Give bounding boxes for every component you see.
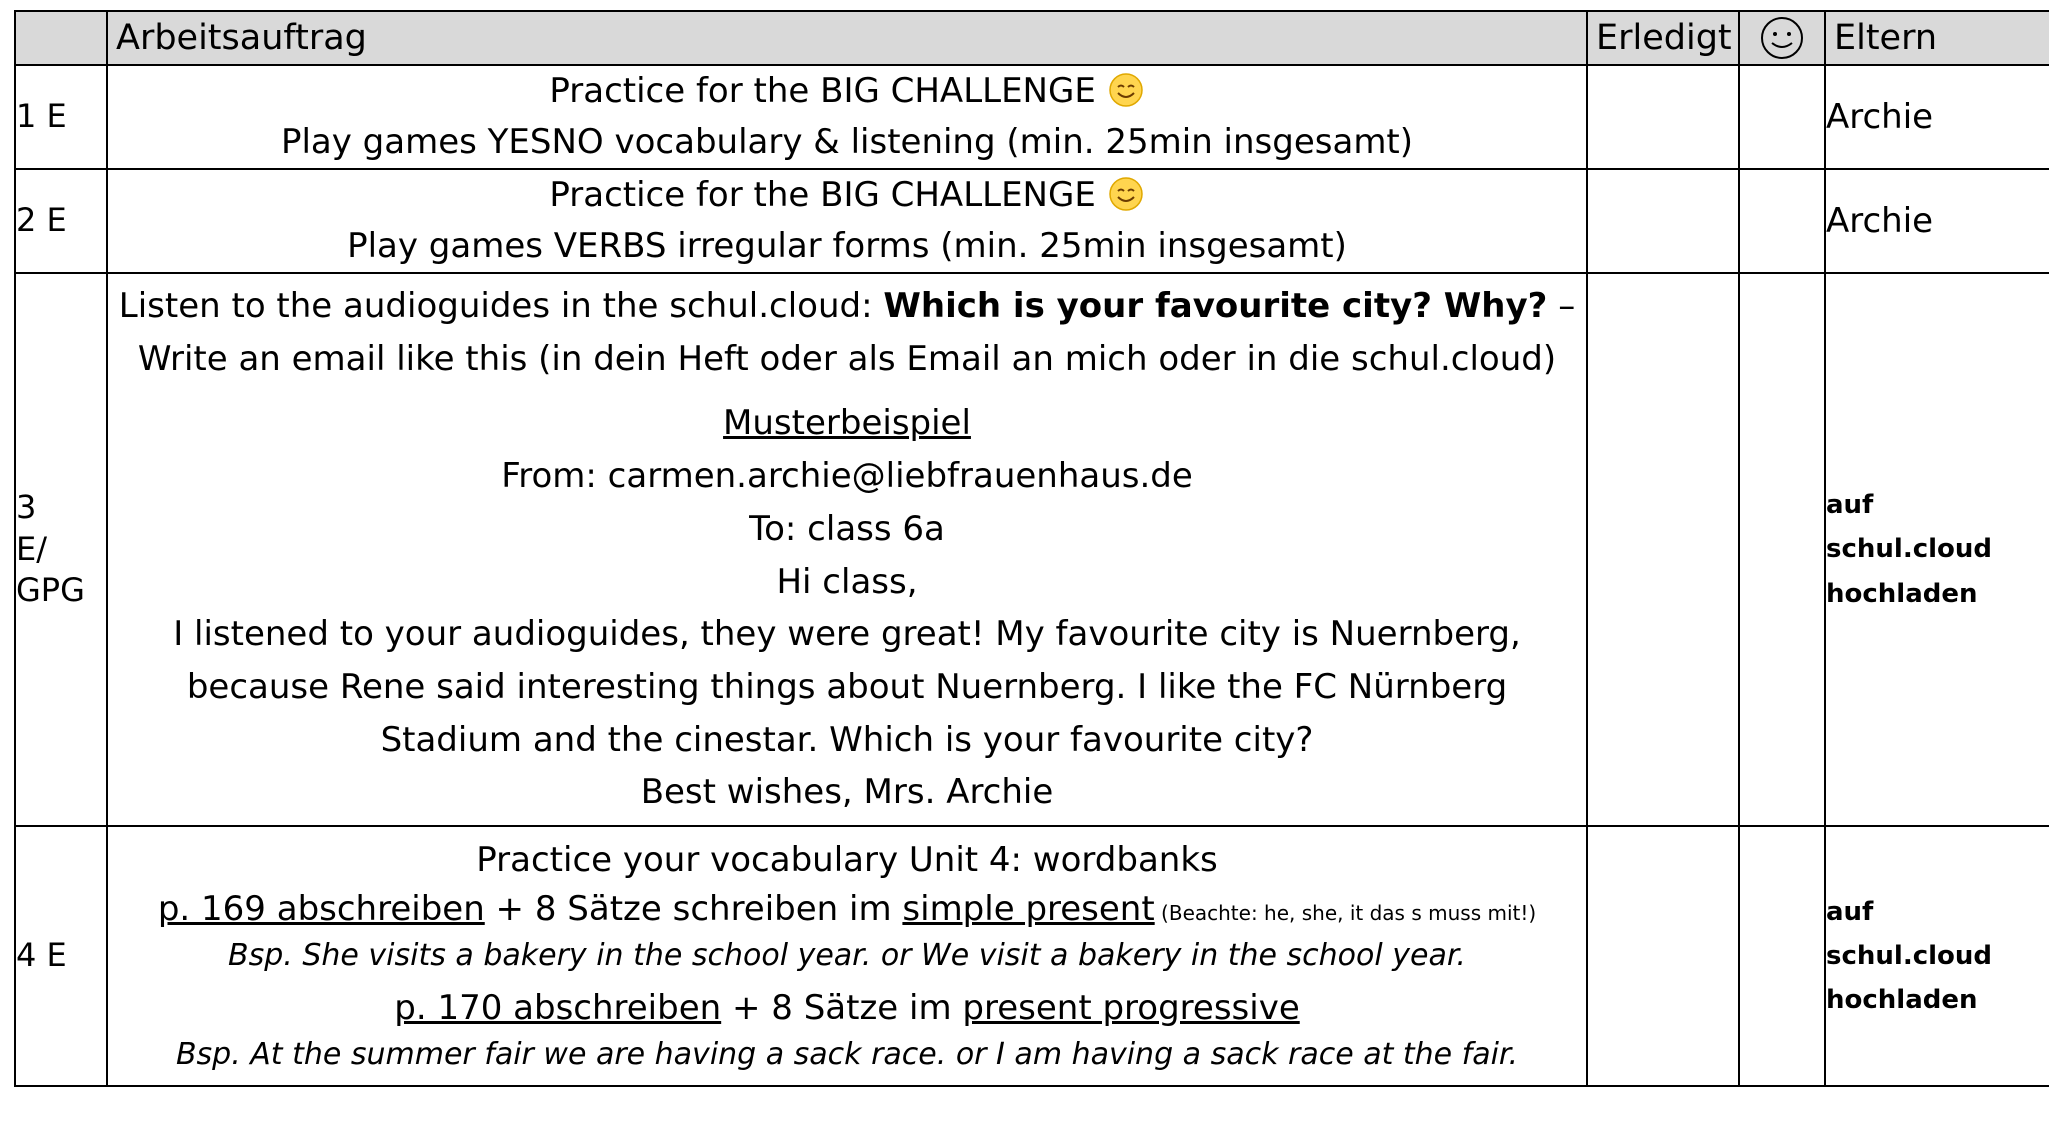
task-cell <box>107 169 1587 273</box>
example-sentence: Bsp. At the summer fair we are having a sack race. or I am having a sack race at the fair. <box>175 1036 1519 1072</box>
header-row <box>15 11 2049 65</box>
done-checkbox-cell[interactable] <box>1587 273 1739 826</box>
smiley-cell[interactable] <box>1739 169 1825 273</box>
task-cell <box>107 273 1587 826</box>
task-instructions: Write an email like this (in dein Heft oder als Email an mich oder in die schul.cloud) <box>137 338 1557 379</box>
parents-cell: auf schul.cloud hochladen <box>1825 273 2049 826</box>
smiling-emoji-icon <box>1107 71 1145 109</box>
task-cell <box>107 65 1587 169</box>
header-smiley <box>1739 11 1825 65</box>
task-description: Play games YESNO vocabulary & listening (min. 25min insgesamt) <box>280 122 1414 162</box>
header-parents: Eltern <box>1825 11 2049 65</box>
task-title: Practice for the BIG CHALLENGE <box>549 175 1096 215</box>
header-done: Erledigt <box>1587 11 1739 65</box>
example-body: because Rene said interesting things about Nuernberg. I like the FC Nürnberg <box>186 666 1508 707</box>
task-cell <box>107 826 1587 1086</box>
task-intro: Listen to the audioguides in the schul.cloud: Which is your favourite city? Why? – <box>118 286 1576 327</box>
example-body: I listened to your audioguides, they were great! My favourite city is Nuernberg, <box>173 614 1521 655</box>
table-row <box>15 169 2049 273</box>
example-title: Musterbeispiel <box>723 403 971 444</box>
smiley-cell[interactable] <box>1739 826 1825 1086</box>
task-title: Practice your vocabulary Unit 4: wordbanks <box>476 839 1218 880</box>
example-closing: Best wishes, Mrs. Archie <box>640 772 1054 813</box>
header-number <box>15 11 107 65</box>
example-greeting: Hi class, <box>776 561 918 602</box>
example-sentence: Bsp. She visits a bakery in the school year. or We visit a bakery in the school year. <box>228 938 1466 974</box>
row-number: 3 E/ GPG <box>15 273 107 826</box>
smiley-cell[interactable] <box>1739 65 1825 169</box>
table-row <box>15 273 2049 826</box>
example-to: To: class 6a <box>749 508 945 549</box>
table-row <box>15 826 2049 1086</box>
example-body: Stadium and the cinestar. Which is your favourite city? <box>380 719 1314 760</box>
task-assignment-2: p. 170 abschreiben + 8 Sätze im present progressive <box>394 987 1300 1028</box>
assignment-table <box>14 10 2049 1087</box>
task-assignment-1: p. 169 abschreiben + 8 Sätze schreiben im simple present (Beachte: he, she, it das s muss mit!) <box>157 888 1537 929</box>
smiling-emoji-icon <box>1107 175 1145 213</box>
header-task: Arbeitsauftrag <box>107 11 1587 65</box>
smiley-cell[interactable] <box>1739 273 1825 826</box>
done-checkbox-cell[interactable] <box>1587 65 1739 169</box>
example-from: From: carmen.archie@liebfrauenhaus.de <box>501 456 1193 497</box>
parents-cell: auf schul.cloud hochladen <box>1825 826 2049 1086</box>
row-number: 1 E <box>15 65 107 169</box>
smiley-face-icon <box>1759 15 1805 61</box>
table-row <box>15 65 2049 169</box>
row-number: 4 E <box>15 826 107 1086</box>
done-checkbox-cell[interactable] <box>1587 826 1739 1086</box>
task-title: Practice for the BIG CHALLENGE <box>549 71 1096 111</box>
row-number: 2 E <box>15 169 107 273</box>
parents-cell: Archie <box>1825 65 2049 169</box>
task-description: Play games VERBS irregular forms (min. 25min insgesamt) <box>347 226 1347 266</box>
done-checkbox-cell[interactable] <box>1587 169 1739 273</box>
parents-cell: Archie <box>1825 169 2049 273</box>
